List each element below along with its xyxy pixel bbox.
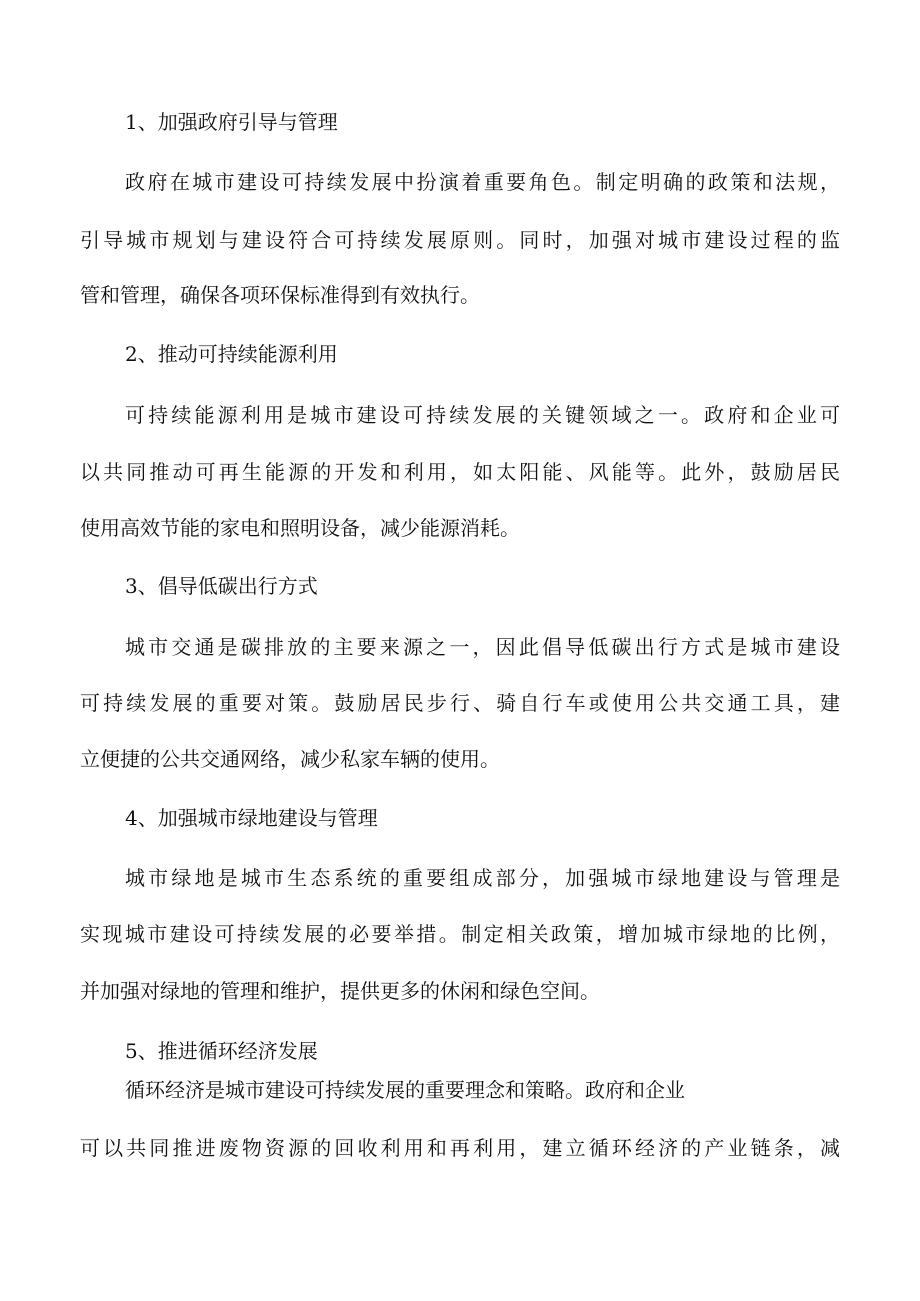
section-heading: 2、推动可持续能源利用	[125, 342, 338, 366]
paragraph-line: 城市绿地是城市生态系统的重要组成部分，加强城市绿地建设与管理是	[125, 866, 840, 890]
paragraph-line: 实现城市建设可持续发展的必要举措。制定相关政策，增加城市绿地的比例，	[80, 922, 840, 946]
paragraph-line: 立便捷的公共交通网络，减少私家车辆的使用。	[80, 747, 500, 771]
paragraph-line: 以共同推动可再生能源的开发和利用，如太阳能、风能等。此外，鼓励居民	[80, 460, 840, 484]
paragraph-line: 城市交通是碳排放的主要来源之一，因此倡导低碳出行方式是城市建设	[125, 635, 840, 659]
section-heading: 5、推进循环经济发展	[125, 1039, 318, 1063]
paragraph-line: 使用高效节能的家电和照明设备，减少能源消耗。	[80, 516, 520, 540]
paragraph-line: 政府在城市建设可持续发展中扮演着重要角色。制定明确的政策和法规，	[125, 170, 840, 194]
section-heading: 3、倡导低碳出行方式	[125, 574, 318, 598]
section-heading: 1、加强政府引导与管理	[125, 110, 338, 134]
paragraph-line: 可以共同推进废物资源的回收利用和再利用，建立循环经济的产业链条，减	[80, 1136, 840, 1160]
paragraph-line: 引导城市规划与建设符合可持续发展原则。同时，加强对城市建设过程的监	[80, 228, 840, 252]
paragraph-line: 可持续发展的重要对策。鼓励居民步行、骑自行车或使用公共交通工具，建	[80, 691, 840, 715]
paragraph-line: 并加强对绿地的管理和维护，提供更多的休闲和绿色空间。	[80, 979, 600, 1003]
paragraph-line: 管和管理，确保各项环保标准得到有效执行。	[80, 283, 480, 307]
paragraph-line: 循环经济是城市建设可持续发展的重要理念和策略。政府和企业	[125, 1078, 685, 1102]
section-heading: 4、加强城市绿地建设与管理	[125, 806, 378, 830]
paragraph-line: 可持续能源利用是城市建设可持续发展的关键领域之一。政府和企业可	[125, 403, 840, 427]
